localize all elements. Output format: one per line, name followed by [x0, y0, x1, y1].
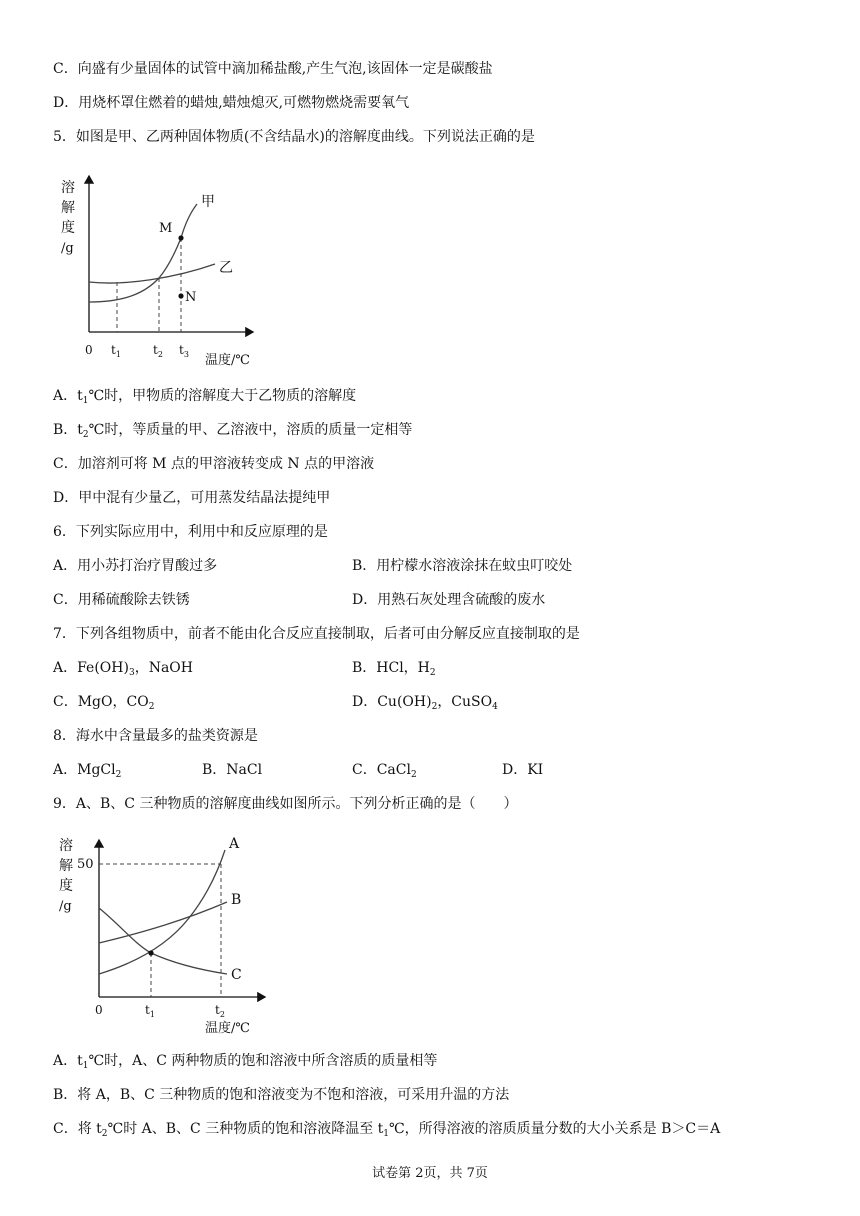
q7-option-b: B．HCl，$H_2$ [352, 660, 436, 678]
q8-option-d: D．KI [502, 762, 544, 778]
q9-ylabel-4: /g [59, 899, 72, 914]
q9-intersection-point [148, 950, 153, 955]
q9-option-a: A．$t_1℃$时，A、C 两种物质的饱和溶液中所含溶质的质量相等 [53, 1053, 438, 1071]
q9-solubility-figure [55, 828, 275, 1040]
q9-curve-b [99, 902, 227, 943]
q6-option-c: C．用稀硫酸除去铁锈 [53, 592, 190, 608]
q5-point-n [178, 293, 183, 298]
q9-curve-c [99, 908, 227, 974]
q7-option-d: D．$Cu(OH)_2$，CuSO$_4$ [352, 694, 498, 712]
q8-option-b: B．NaCl [202, 762, 263, 778]
q9-label-b: B [231, 892, 242, 908]
q9-xlabel: 温度/℃ [205, 1021, 250, 1036]
q9-label-c: C [231, 967, 242, 983]
q9-ylabel-1: 溶 [59, 838, 73, 854]
q9-option-c: C．将 $t_2℃$时 A、B、C 三种物质的饱和溶液降温至 $t_1℃$，所得溶液的溶质质量分数的大小关系是 B＞C＝A [53, 1121, 721, 1139]
q9-tick-t1: $t_1$ [145, 1003, 155, 1019]
q5-label-jia: 甲 [201, 194, 215, 210]
q5-label-yi: 乙 [219, 260, 233, 276]
q6-stem: 6．下列实际应用中，利用中和反应原理的是 [53, 524, 328, 540]
q7-stem: 7．下列各组物质中，前者不能由化合反应直接制取，后者可由分解反应直接制取的是 [53, 626, 580, 642]
q5-option-c: C．加溶剂可将 M 点的甲溶液转变成 N 点的甲溶液 [53, 456, 375, 472]
q9-label-a: A [229, 836, 240, 852]
q8-stem: 8．海水中含量最多的盐类资源是 [53, 728, 258, 744]
q5-tick-t1: $t_1$ [111, 343, 121, 359]
q9-ylabel-2: 解 [59, 858, 73, 874]
q9-y-tick-50: 50 [77, 857, 94, 872]
q9-origin: 0 [95, 1003, 103, 1017]
q5-ylabel-3: 度 [61, 220, 75, 236]
q5-ylabel-1: 溶 [61, 180, 75, 196]
q7-option-a: A．$Fe(OH)_3$，NaOH [53, 660, 193, 678]
q5-xlabel: 温度/℃ [205, 353, 250, 368]
q9-option-b: B．将 A，B、C 三种物质的饱和溶液变为不饱和溶液，可采用升温的方法 [53, 1087, 510, 1103]
q9-ylabel-3: 度 [59, 878, 73, 894]
q4-option-d: D．用烧杯罩住燃着的蜡烛,蜡烛熄灭,可燃物燃烧需要氧气 [53, 95, 410, 111]
q5-option-b: B．$t_2℃$时，等质量的甲、乙溶液中，溶质的质量一定相等 [53, 422, 413, 440]
q5-stem: 5．如图是甲、乙两种固体物质(不含结晶水)的溶解度曲线。下列说法正确的是 [53, 129, 535, 145]
q5-solubility-figure [55, 168, 275, 370]
q5-point-m [178, 235, 183, 240]
q5-ylabel-4: /g [61, 241, 74, 256]
q5-option-a: A．$t_1℃$时，甲物质的溶解度大于乙物质的溶解度 [53, 388, 357, 406]
q7-option-c: C．MgO，$CO_2$ [53, 694, 155, 712]
q6-option-a: A．用小苏打治疗胃酸过多 [53, 558, 218, 574]
q5-label-m: M [159, 221, 173, 236]
q6-option-b: B．用柠檬水溶液涂抹在蚊虫叮咬处 [352, 558, 573, 574]
q5-tick-t2: $t_2$ [153, 343, 163, 359]
q8-option-c: C．CaCl$_2$ [352, 762, 417, 780]
q5-origin: 0 [85, 343, 93, 357]
q9-tick-t2: $t_2$ [215, 1003, 225, 1019]
q5-label-n: N [185, 290, 197, 305]
q9-curve-a [99, 850, 225, 974]
q6-option-d: D．用熟石灰处理含硫酸的废水 [352, 592, 546, 608]
q5-tick-t3: $t_3$ [179, 343, 189, 359]
q5-ylabel-2: 解 [61, 200, 75, 216]
q5-option-d: D．甲中混有少量乙，可用蒸发结晶法提纯甲 [53, 490, 331, 506]
q9-stem: 9．A、B、C 三种物质的溶解度曲线如图所示。下列分析正确的是（ ） [53, 796, 518, 812]
page-footer: 试卷第 2页，共 7页 [372, 1166, 488, 1181]
q5-curve-yi [89, 264, 215, 283]
q4-option-c: C．向盛有少量固体的试管中滴加稀盐酸,产生气泡,该固体一定是碳酸盐 [53, 61, 493, 77]
q8-option-a: A．MgCl$_2$ [53, 762, 122, 780]
